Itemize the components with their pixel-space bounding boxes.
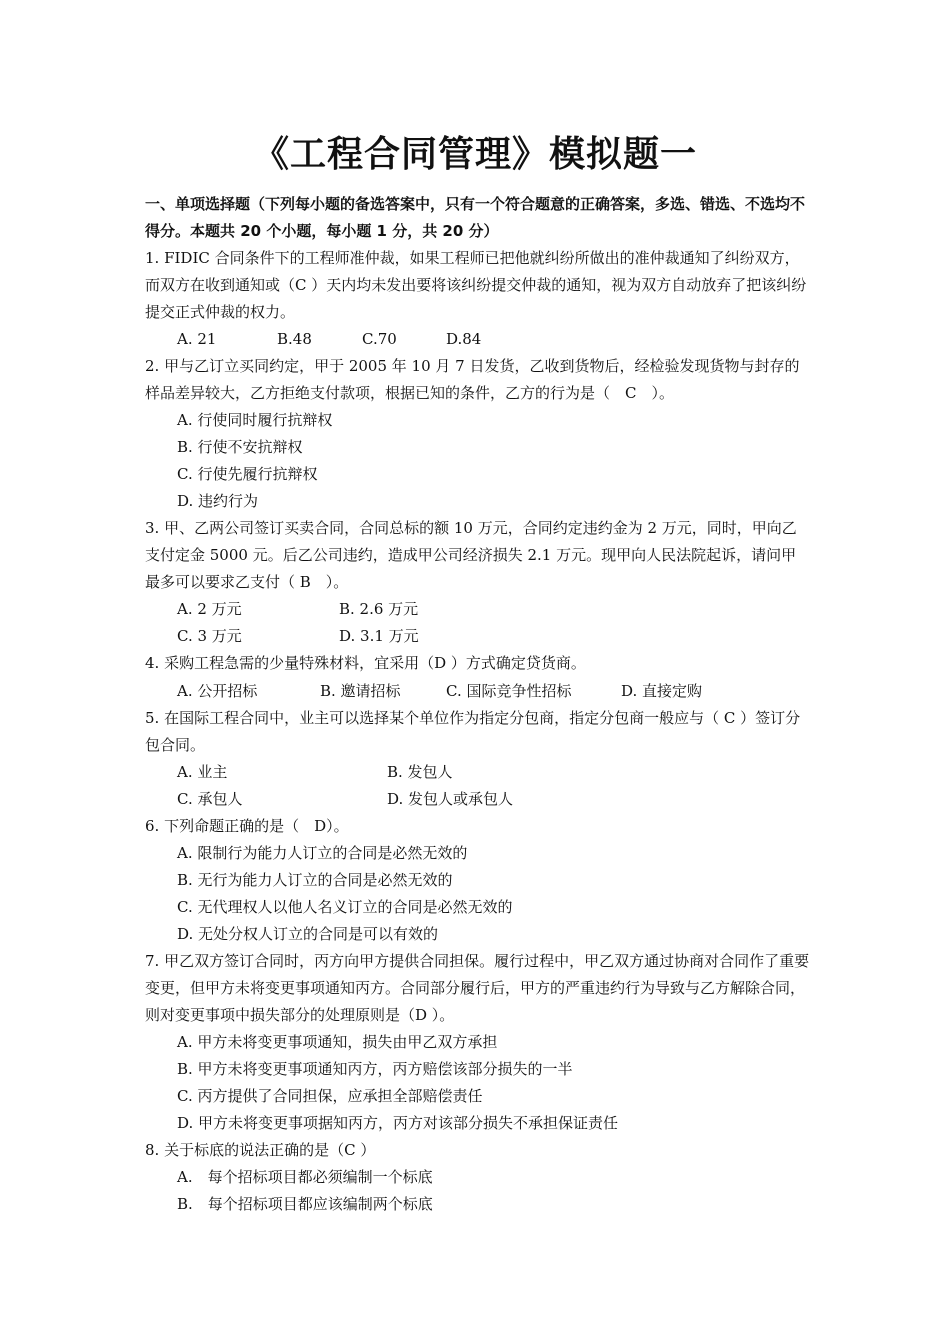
question-7-option-a: A. 甲方未将变更事项通知，损失由甲乙双方承担	[177, 1033, 498, 1051]
question-1-option-c: C.70	[362, 330, 397, 348]
question-3-option-d: D. 3.1 万元	[339, 627, 419, 645]
question-1-option-a: A. 21	[177, 330, 217, 348]
question-3-option-a: A. 2 万元	[177, 600, 242, 618]
question-8-option-b: B. 每个招标项目都应该编制两个标底	[177, 1195, 433, 1213]
question-5-option-b: B. 发包人	[387, 763, 453, 781]
question-5-option-d: D. 发包人或承包人	[387, 790, 514, 808]
question-6-option-c: C. 无代理权人以他人名义订立的合同是必然无效的	[177, 898, 513, 916]
question-6-stem: 6. 下列命题正确的是（ D）。	[145, 817, 349, 835]
question-6-option-b: B. 无行为能力人订立的合同是必然无效的	[177, 871, 453, 889]
section-heading: 一、单项选择题（下列每小题的备选答案中，只有一个符合题意的正确答案，多选、错选、不选均不得分。本题共 20 个小题，每小题 1 分，共 20 分）	[145, 195, 806, 240]
question-3-stem: 3. 甲、乙两公司签订买卖合同，合同总标的额 10 万元，合同约定违约金为 2 万元，同时，甲向乙支付定金 5000 元。后乙公司违约，造成甲公司经济损失 2.1 万元。现甲向人民法院起诉，请问甲最多可以要求乙支付（ B ）。	[145, 519, 797, 591]
question-7-stem: 7. 甲乙双方签订合同时，丙方向甲方提供合同担保。履行过程中，甲乙双方通过协商对合同作了重要变更，但甲方未将变更事项通知丙方。合同部分履行后，甲方的严重违约行为导致与乙方解除合同，则对变更事项中损失部分的处理原则是（D ）。	[145, 952, 810, 1024]
question-2-option-c: C. 行使先履行抗辩权	[177, 465, 318, 483]
question-2-option-a: A. 行使同时履行抗辩权	[177, 411, 333, 429]
question-3-option-c: C. 3 万元	[177, 627, 242, 645]
question-2-option-b: B. 行使不安抗辩权	[177, 438, 303, 456]
question-1-option-b: B.48	[277, 330, 312, 348]
question-2-stem: 2. 甲与乙订立买同约定，甲于 2005 年 10 月 7 日发货，乙收到货物后，经检验发现货物与封存的样品差异较大，乙方拒绝支付款项，根据已知的条件，乙方的行为是（ C ）。	[145, 357, 800, 402]
question-8-stem: 8. 关于标底的说法正确的是（C ）	[145, 1141, 376, 1159]
question-7-option-c: C. 丙方提供了合同担保，应承担全部赔偿责任	[177, 1087, 483, 1105]
question-4-option-a: A. 公开招标	[177, 682, 258, 700]
question-2-option-d: D. 违约行为	[177, 492, 259, 510]
question-4-option-b: B. 邀请招标	[320, 682, 401, 700]
question-1-option-d: D.84	[446, 330, 482, 348]
question-7-option-d: D. 甲方未将变更事项据知丙方，丙方对该部分损失不承担保证责任	[177, 1114, 619, 1132]
question-6-option-d: D. 无处分权人订立的合同是可以有效的	[177, 925, 439, 943]
question-5-stem: 5. 在国际工程合同中，业主可以选择某个单位作为指定分包商，指定分包商一般应与（ C ）签订分包合同。	[145, 709, 801, 754]
question-8-option-a: A. 每个招标项目都必须编制一个标底	[177, 1168, 433, 1186]
question-4-option-c: C. 国际竞争性招标	[446, 682, 572, 700]
question-6-option-a: A. 限制行为能力人订立的合同是必然无效的	[177, 844, 468, 862]
question-3-option-b: B. 2.6 万元	[339, 600, 419, 618]
question-4-stem: 4. 采购工程急需的少量特殊材料，宜采用（D ）方式确定贷货商。	[145, 654, 586, 672]
document-title: 《工程合同管理》模拟题一	[252, 134, 697, 175]
question-5-option-c: C. 承包人	[177, 790, 243, 808]
question-7-option-b: B. 甲方未将变更事项通知丙方，丙方赔偿该部分损失的一半	[177, 1060, 573, 1078]
question-5-option-a: A. 业主	[177, 763, 228, 781]
question-1-stem: 1. FIDIC 合同条件下的工程师准仲裁，如果工程师已把他就纠纷所做出的准仲裁通知了纠纷双方，而双方在收到通知或（C ）天内均未发出要将该纠纷提交仲裁的通知，视为双方自动放弃了把该纠纷提交正式仲裁的权力。	[145, 249, 807, 321]
question-4-option-d: D. 直接定购	[621, 682, 703, 700]
